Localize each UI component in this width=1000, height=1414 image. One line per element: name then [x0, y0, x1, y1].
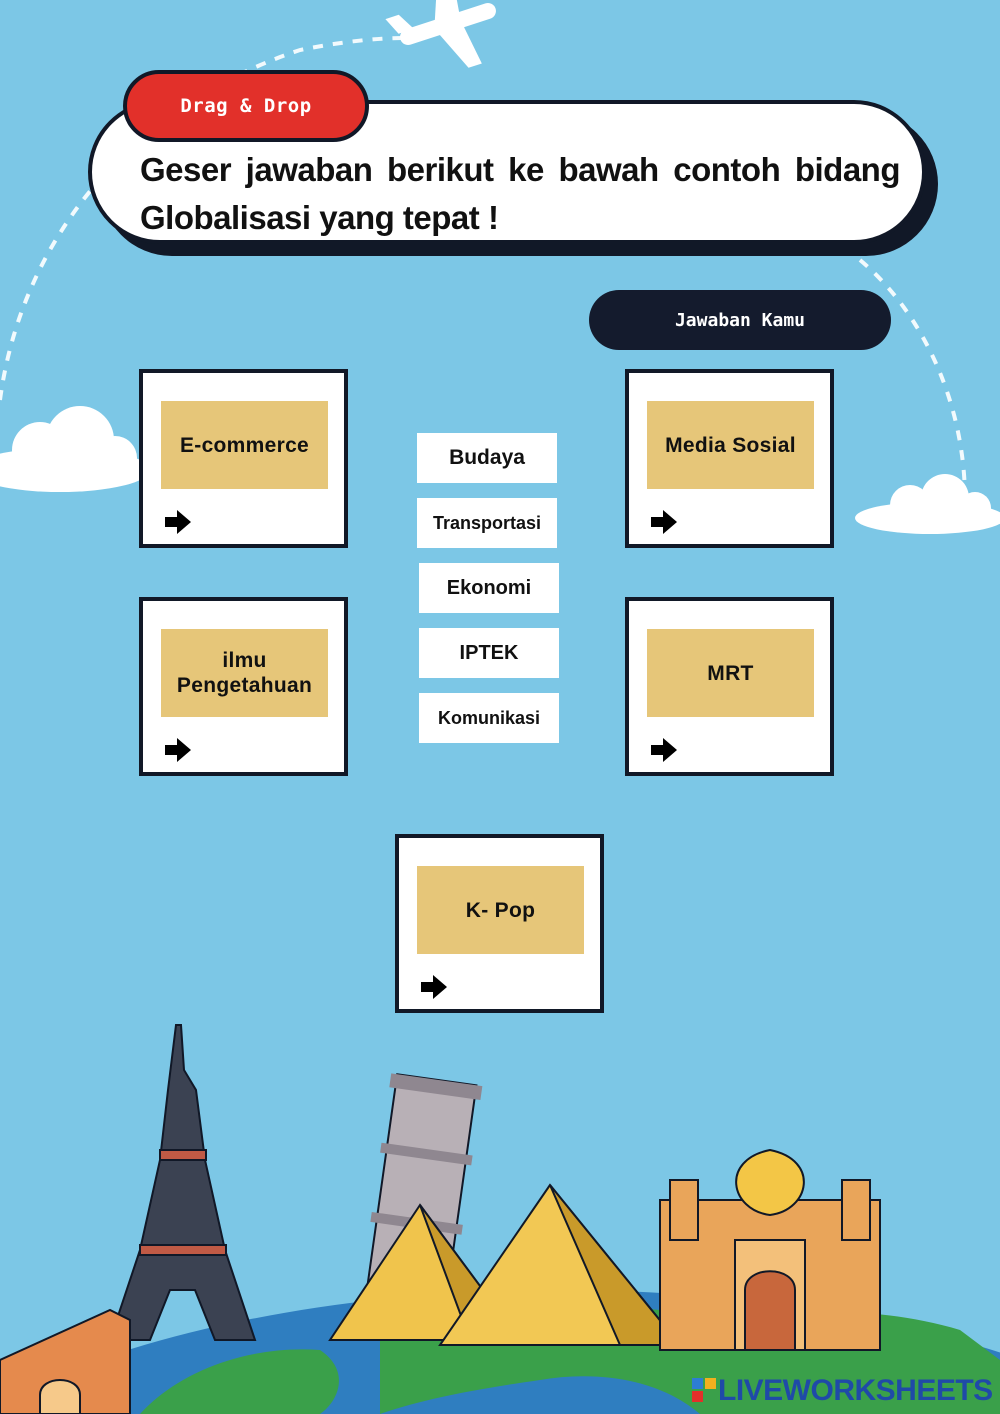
question-card-kpop[interactable] — [395, 834, 604, 1013]
arrow-right-icon — [163, 737, 193, 763]
liveworksheets-logo — [692, 1374, 993, 1408]
cloud-icon — [855, 474, 1000, 534]
question-card-media-sosial[interactable] — [625, 369, 834, 548]
mosque-icon — [660, 1150, 880, 1350]
answer-chip-ekonomi[interactable]: Ekonomi — [419, 563, 559, 613]
question-label: K- Pop — [417, 866, 584, 954]
question-label: ilmu Pengetahuan — [161, 629, 328, 717]
answer-chip-transportasi[interactable]: Transportasi — [417, 498, 557, 548]
arrow-right-icon — [163, 509, 193, 535]
drag-drop-badge: Drag & Drop — [123, 70, 369, 142]
arrow-right-icon — [649, 509, 679, 535]
question-label: Media Sosial — [647, 401, 814, 489]
question-card-ilmu-pengetahuan[interactable] — [139, 597, 348, 776]
question-label: MRT — [647, 629, 814, 717]
question-card-mrt[interactable] — [625, 597, 834, 776]
answer-header-badge: Jawaban Kamu — [589, 290, 891, 350]
cloud-icon — [0, 406, 150, 492]
airplane-icon — [377, 0, 511, 88]
eiffel-tower-icon — [110, 1025, 255, 1340]
answer-chip-komunikasi[interactable]: Komunikasi — [419, 693, 559, 743]
question-card-ecommerce[interactable] — [139, 369, 348, 548]
liveworksheets-icon — [692, 1376, 718, 1406]
answer-chip-iptek[interactable]: IPTEK — [419, 628, 559, 678]
arch-icon — [0, 1310, 130, 1414]
arrow-right-icon — [419, 974, 449, 1000]
liveworksheets-wordmark: LIVEWORKSHEETS — [718, 1374, 993, 1407]
answer-chip-budaya[interactable]: Budaya — [417, 433, 557, 483]
arrow-right-icon — [649, 737, 679, 763]
instruction-text: Geser jawaban berikut ke bawah contoh bidang Globalisasi yang tepat ! — [140, 151, 900, 236]
question-label: E-commerce — [161, 401, 328, 489]
